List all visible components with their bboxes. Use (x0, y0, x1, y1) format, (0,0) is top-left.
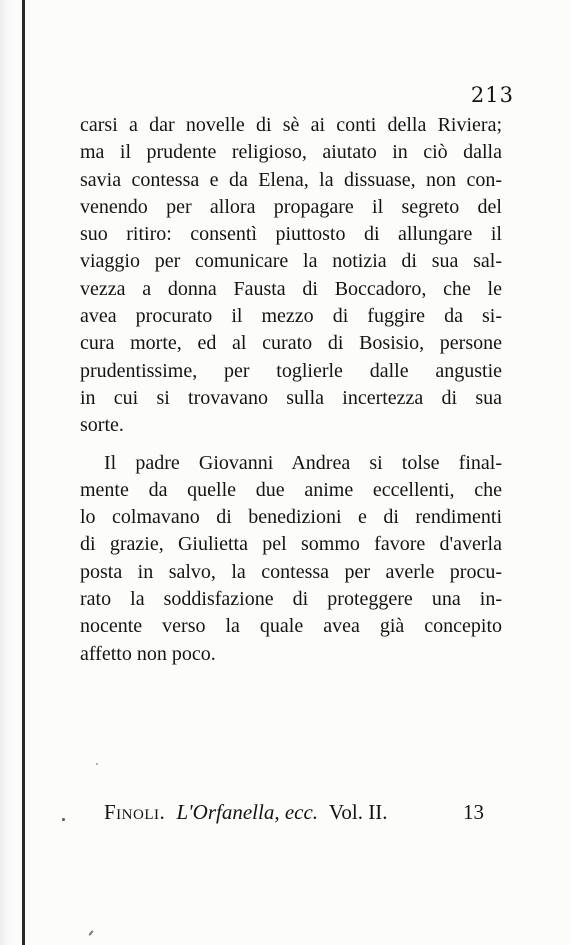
footer-title: L'Orfanella, ecc. (176, 800, 319, 824)
ink-speck (88, 930, 93, 936)
page-spine (0, 0, 14, 945)
footer-signature: 13 (463, 800, 484, 824)
footer-citation (104, 800, 387, 825)
page-footer (104, 800, 484, 825)
text-line: carsi a dar novelle di sè ai conti della Riviera; (80, 114, 502, 136)
paragraph (80, 450, 502, 668)
text-line: cura morte, ed al curato di Bosisio, persone (80, 332, 502, 355)
text-line: viaggio per comunicare la notizia di sua sal- (80, 250, 502, 273)
text-line: nocente verso la quale avea già concepito (80, 615, 502, 638)
text-line: prudentissime, per toglierle dalle angustie (80, 359, 502, 382)
text-line: in cui si trovavano sulla incertezza di sua (80, 386, 502, 409)
text-line: venendo per allora propagare il segreto del (80, 195, 502, 218)
text-line: suo ritiro: consentì piuttosto di allungare il (80, 223, 502, 246)
body-text (80, 112, 502, 668)
paragraph (80, 112, 502, 440)
page-number: 213 (470, 83, 514, 107)
text-line: di grazie, Giulietta pel sommo favore d'averla (80, 533, 502, 556)
ink-speck (62, 818, 65, 821)
text-line: sorte. (80, 414, 124, 437)
footer-author: Finoli. (104, 800, 166, 824)
text-line: vezza a donna Fausta di Boccadoro, che le (80, 277, 502, 300)
ink-speck (96, 763, 98, 765)
text-line: posta in salvo, la contessa per averle procu- (80, 560, 502, 583)
text-line: rato la soddisfazione di proteggere una in- (80, 588, 502, 611)
text-line: avea procurato il mezzo di fuggire da si- (80, 305, 502, 328)
paragraph-gap (80, 440, 502, 450)
text-line: Il padre Giovanni Andrea si tolse final- (104, 451, 502, 474)
text-line: savia contessa e da Elena, la dissuase, non con- (80, 168, 502, 191)
text-line: lo colmavano di benedizioni e di rendimenti (80, 506, 502, 529)
text-line: ma il prudente religioso, aiutato in ciò dalla (80, 141, 502, 164)
text-line: affetto non poco. (80, 642, 216, 665)
footer-volume: Vol. II. (328, 800, 388, 824)
page-edge-line (22, 0, 25, 945)
text-line: mente da quelle due anime eccellenti, che (80, 478, 502, 501)
